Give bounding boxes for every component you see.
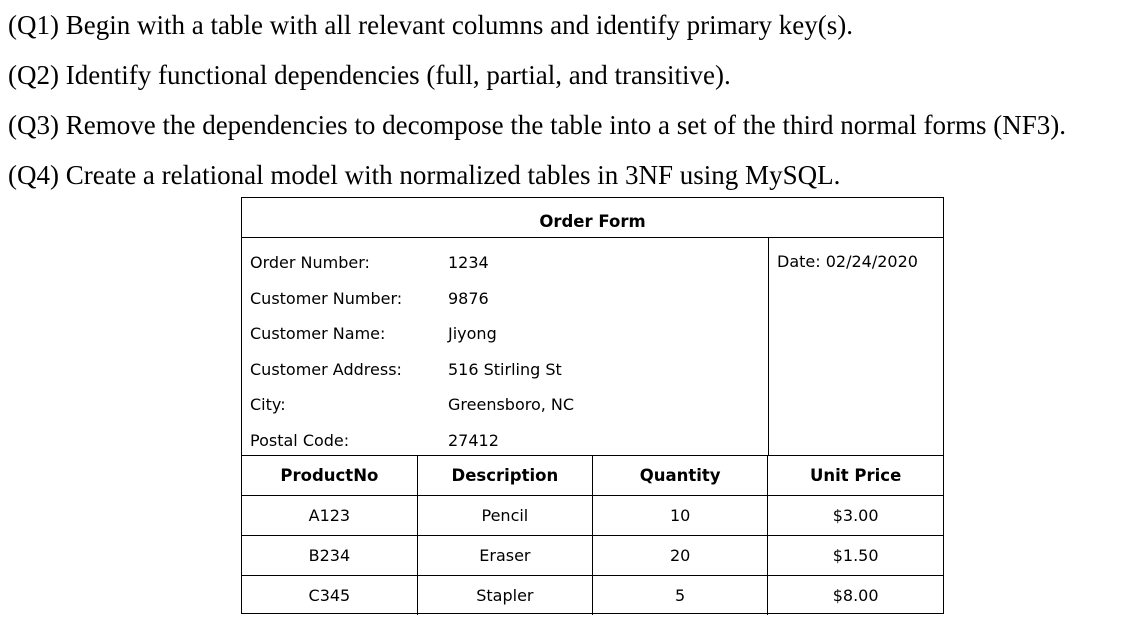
column-header-productno: ProductNo [242,456,417,496]
table-row [242,496,943,536]
question-q1: (Q1) Begin with a table with all relevant columns and identify primary key(s). [8,10,854,40]
field-value: 516 Stirling St [448,360,562,379]
cell-productno: C345 [242,576,417,616]
cell-quantity: 5 [593,576,768,616]
cell-quantity: 10 [593,496,768,536]
cell-description: Stapler [417,576,592,616]
cell-description: Pencil [417,496,592,536]
table-row [242,536,943,576]
field-label: Order Number: [250,253,370,272]
order-info-block [242,238,943,456]
cell-quantity: 20 [593,536,768,576]
field-city [242,387,768,423]
question-q3: (Q3) Remove the dependencies to decompose the table into a set of the third normal forms (NF3). [8,110,1066,140]
cell-productno: A123 [242,496,417,536]
order-date: Date: 02/24/2020 [777,252,918,271]
order-form-title: Order Form [242,198,943,238]
table-header-row [242,456,943,496]
cell-unit-price: $1.50 [768,536,943,576]
field-customer-address [242,352,768,388]
column-header-unit-price: Unit Price [768,456,943,496]
field-label: City: [250,395,286,414]
field-order-number [242,245,768,281]
field-label: Customer Address: [250,360,402,379]
field-value: 9876 [448,289,489,308]
order-form [241,197,944,614]
order-items-table [242,456,943,615]
field-value: 27412 [448,431,499,450]
field-label: Customer Number: [250,289,403,308]
order-info-fields [242,238,769,455]
question-list [8,0,1066,200]
cell-productno: B234 [242,536,417,576]
column-header-description: Description [417,456,592,496]
field-label: Postal Code: [250,431,350,450]
question-q4: (Q4) Create a relational model with normalized tables in 3NF using MySQL. [8,160,841,190]
cell-unit-price: $8.00 [832,586,879,605]
table-row [242,576,943,616]
field-label: Customer Name: [250,324,386,343]
question-q2: (Q2) Identify functional dependencies (full, partial, and transitive). [8,60,731,90]
field-customer-name [242,316,768,352]
field-postal-code [242,423,768,459]
cell-description: Eraser [417,536,592,576]
field-value: 1234 [448,253,489,272]
cell-unit-price: $3.00 [768,496,943,536]
field-customer-number [242,281,768,317]
column-header-quantity: Quantity [593,456,768,496]
field-value: Jiyong [448,324,497,343]
field-value: Greensboro, NC [448,395,575,414]
